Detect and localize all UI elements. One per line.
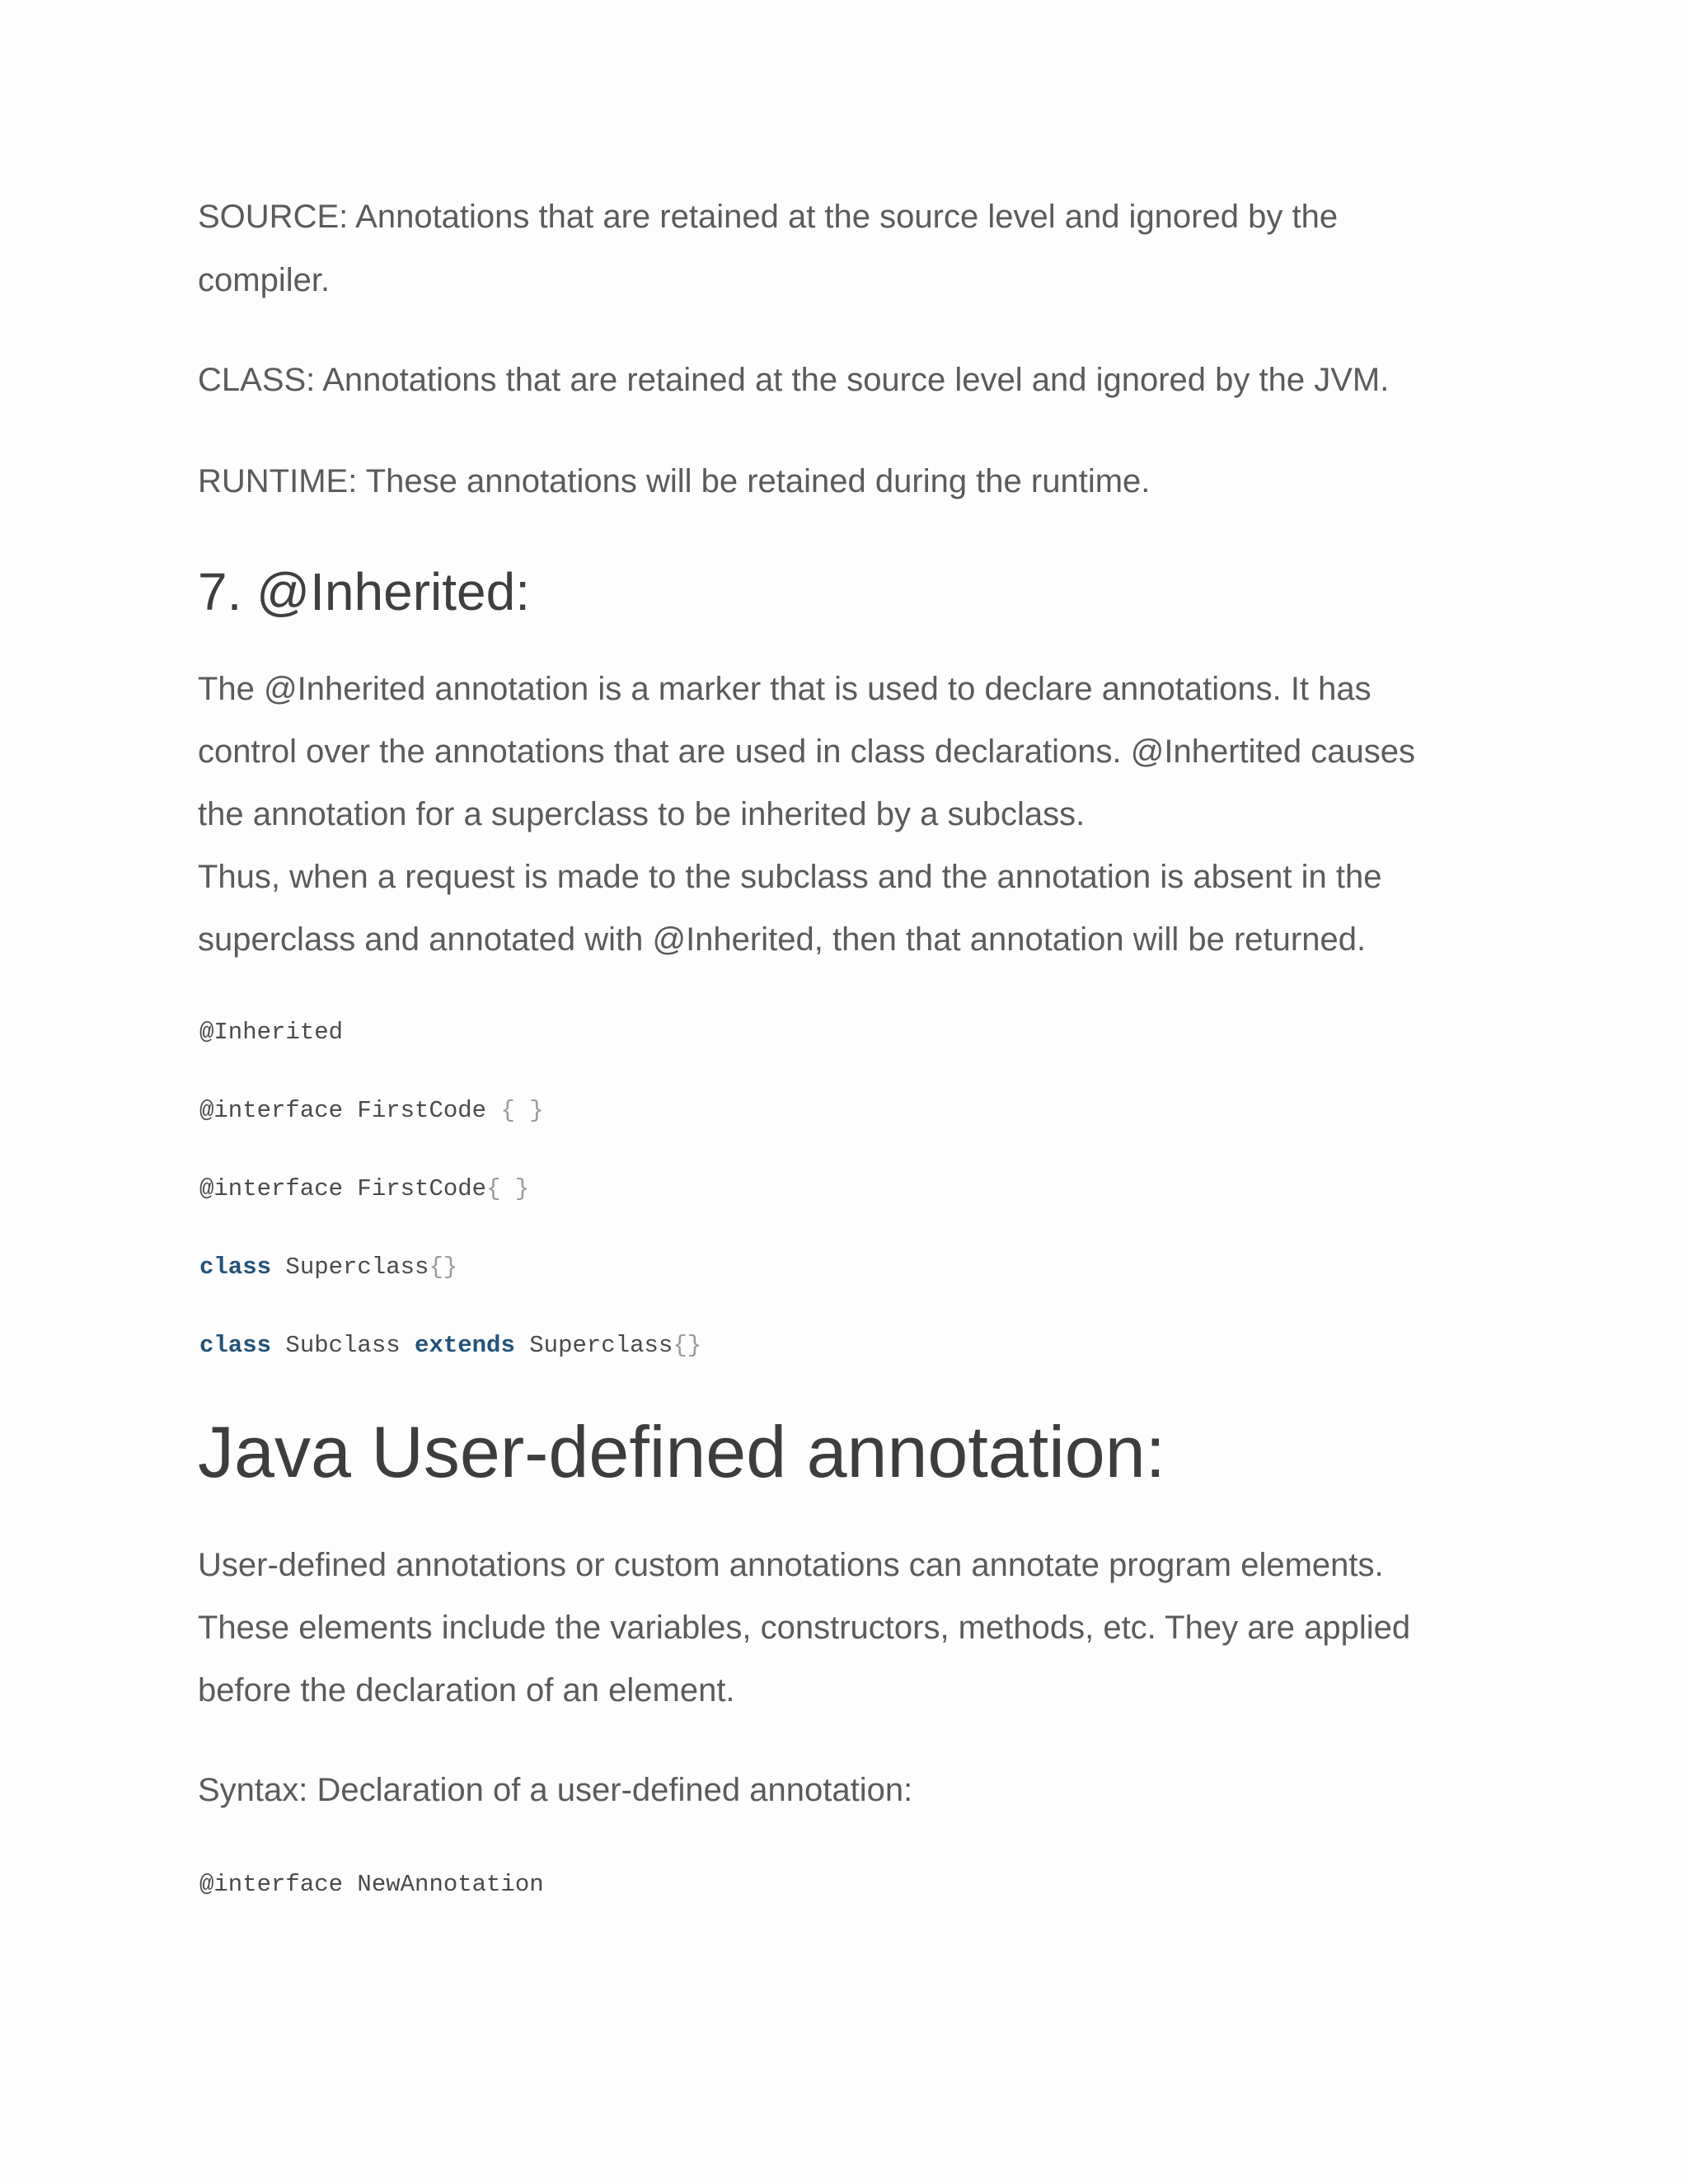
- syntax-label: Syntax: Declaration of a user-defined annotation:: [198, 1772, 913, 1808]
- inherited-para-line-3: the annotation for a superclass to be inherited by a subclass.: [198, 796, 1085, 832]
- code-punctuation: {}: [673, 1332, 702, 1359]
- code-text: @interface FirstCode: [199, 1097, 501, 1124]
- user-defined-para-line-2: These elements include the variables, constructors, methods, etc. They are applied: [198, 1610, 1411, 1646]
- user-defined-para-line-1: User-defined annotations or custom annotations can annotate program elements.: [198, 1547, 1384, 1583]
- code-keyword: class: [199, 1254, 272, 1281]
- code-line-inherited: [199, 1016, 343, 1049]
- code-keyword: class: [199, 1332, 272, 1359]
- retention-source-line-2: compiler.: [198, 262, 331, 298]
- code-text: @interface FirstCode: [199, 1175, 487, 1202]
- inherited-heading: 7. @Inherited:: [198, 562, 530, 621]
- code-text: Superclass: [514, 1332, 673, 1359]
- code-line-interface-1: [199, 1094, 544, 1127]
- inherited-para-line-4: Thus, when a request is made to the subclass and the annotation is absent in the: [198, 859, 1382, 895]
- user-defined-para-line-3: before the declaration of an element.: [198, 1672, 735, 1708]
- code-line-superclass: [199, 1251, 457, 1284]
- code-text: Superclass: [271, 1254, 429, 1281]
- inherited-para-line-2: control over the annotations that are used in class declarations. @Inhertited causes: [198, 733, 1416, 770]
- code-text: Subclass: [271, 1332, 415, 1359]
- code-keyword: extends: [415, 1332, 515, 1359]
- code-line-subclass: [199, 1329, 701, 1362]
- code-text: @Inherited: [199, 1019, 344, 1046]
- inherited-para-line-1: The @Inherited annotation is a marker that is used to declare annotations. It has: [198, 671, 1372, 707]
- code-punctuation: {}: [429, 1254, 458, 1281]
- code-punctuation: { }: [486, 1175, 530, 1202]
- code-line-new-annotation: [199, 1868, 544, 1901]
- retention-source-line-1: SOURCE: Annotations that are retained at the source level and ignored by the: [198, 199, 1339, 235]
- code-punctuation: { }: [500, 1097, 544, 1124]
- code-text: @interface NewAnnotation: [199, 1871, 544, 1898]
- code-line-interface-2: [199, 1173, 529, 1206]
- inherited-para-line-5: superclass and annotated with @Inherited, then that annotation will be returned.: [198, 921, 1367, 958]
- user-defined-heading: Java User-defined annotation:: [198, 1411, 1166, 1493]
- retention-class: CLASS: Annotations that are retained at the source level and ignored by the JVM.: [198, 362, 1390, 398]
- retention-runtime: RUNTIME: These annotations will be retained during the runtime.: [198, 463, 1151, 499]
